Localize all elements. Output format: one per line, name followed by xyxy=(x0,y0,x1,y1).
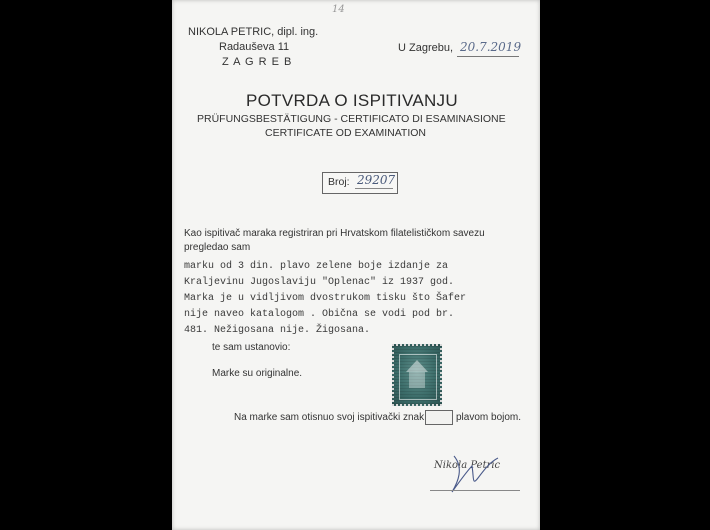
title-english: CERTIFICATE OD EXAMINATION xyxy=(265,127,427,139)
description-line-5: 481. Nežigosana nije. Žigosana. xyxy=(184,325,371,336)
description-line-3: Marka je u vidljivom dvostrukom tisku što Šafer xyxy=(184,293,467,304)
issuer-name: NIKOLA PETRIC, dipl. ing. xyxy=(188,26,319,38)
description-line-1: marku od 3 din. plavo zelene boje izdanje za xyxy=(184,261,449,272)
document-title: POTVRDA O ISPITIVANJU xyxy=(246,91,458,110)
mark-line-before: Na marke sam otisnuo svoj ispitivački znak xyxy=(234,412,425,423)
description-line-4: nije naveo katalogom . Obična se vodi pod br. xyxy=(184,309,455,320)
certificate-paper xyxy=(172,0,540,530)
signature-line xyxy=(430,490,520,491)
signature-name: Nikola Petric xyxy=(434,460,501,471)
certificate-number-label: Broj: xyxy=(328,176,350,188)
verdict-text: Marke su originalne. xyxy=(212,368,303,379)
number-underline xyxy=(355,188,393,189)
certificate-number: 29207 xyxy=(357,173,396,187)
postage-stamp-image xyxy=(392,344,442,406)
established-label: te sam ustanovio: xyxy=(212,342,291,353)
issuer-street: Radauševa 11 xyxy=(219,41,290,53)
description-line-2: Kraljevinu Jugoslaviju "Oplenac" iz 1937 god. xyxy=(184,277,455,288)
place-label: U Zagrebu, xyxy=(398,42,454,54)
intro-line-1: Kao ispitivač maraka registriran pri Hrvatskom filatelističkom savezu xyxy=(184,228,485,239)
certificate-date: 20.7.2019 xyxy=(460,40,522,54)
examiner-mark-box xyxy=(425,410,453,425)
date-underline xyxy=(457,56,519,57)
corner-mark: 14 xyxy=(332,4,345,15)
issuer-city: Z A G R E B xyxy=(222,56,293,68)
title-multilingual: PRÜFUNGSBESTÄTIGUNG - CERTIFICATO DI ESAMINASIONE xyxy=(197,113,506,125)
intro-line-2: pregledao sam xyxy=(184,242,251,253)
mark-line-after: plavom bojom. xyxy=(456,412,522,423)
